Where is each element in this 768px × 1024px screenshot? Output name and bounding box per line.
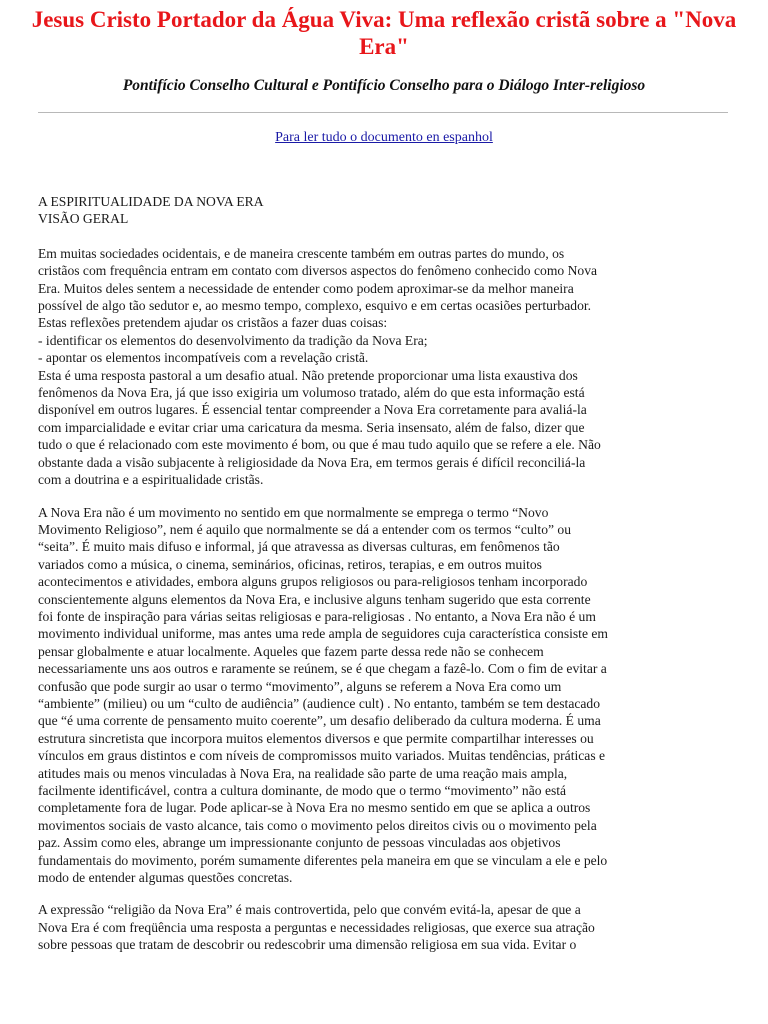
section-title: A ESPIRITUALIDADE DA NOVA ERA — [38, 194, 264, 209]
paragraph-line: movimento individual uniforme, mas antes uma rede ampla de seguidores cuja característica consiste em — [38, 626, 608, 642]
paragraph — [38, 901, 734, 953]
paragraph-line: Em muitas sociedades ocidentais, e de maneira crescente também em outras partes do mundo, os — [38, 245, 565, 261]
paragraph-line: atitudes mais ou menos vinculadas à Nova Era, na realidade são parte de uma reação mais ampla, — [38, 765, 568, 781]
paragraph-line: com a doutrina e a espiritualidade cristãs. — [38, 472, 264, 488]
paragraph-line: conscientemente alguns elementos da Nova Era, e inclusive alguns tenham sugerido que esta corrente — [38, 591, 591, 607]
document-body — [38, 193, 734, 969]
paragraph-line: estrutura sincretista que incorpora muitos elementos diversos e que permite compartilhar interesses ou — [38, 730, 594, 746]
paragraph-line: A Nova Era não é um movimento no sentido em que normalmente se emprega o termo “Novo — [38, 504, 549, 520]
paragraph-line: disponível em outros lugares. É essencial tentar compreender a Nova Era corretamente para avaliá-la — [38, 402, 587, 418]
paragraph-line: que “é uma corrente de pensamento muito coerente”, um desafio deliberado da cultura moderna. É uma — [38, 713, 601, 729]
spanish-document-link[interactable]: Para ler tudo o documento en espanhol — [275, 130, 493, 145]
paragraph-line: Era. Muitos deles sentem a necessidade de entender como podem aproximar-se da melhor maneira — [38, 280, 574, 296]
paragraph-line: modo de entender algumas questões concretas. — [38, 870, 293, 886]
paragraph-line: - identificar os elementos do desenvolvimento da tradição da Nova Era; — [38, 332, 428, 348]
link-container — [20, 128, 748, 147]
paragraph-line: sobre pessoas que tratam de descobrir ou redescobrir uma dimensão religiosa em sua vida. Evitar o — [38, 937, 577, 953]
paragraph-line: movimentos sociais de vasto alcance, tais como o movimento pelos direitos civis ou o movimento pela — [38, 817, 597, 833]
paragraph-line: A expressão “religião da Nova Era” é mais controvertida, pelo que convém evitá-la, apesar de que a — [38, 902, 581, 918]
document-title: Jesus Cristo Portador da Água Viva: Uma reflexão cristã sobre a "Nova Era" — [31, 7, 737, 59]
paragraph-line: cristãos com frequência entram em contato com diversos aspectos do fenômeno conhecido como Nova — [38, 263, 598, 279]
paragraph-line: Nova Era é com freqüência uma resposta a perguntas e necessidades religiosas, que exerce sua atração — [38, 919, 595, 935]
section-heading — [38, 193, 734, 228]
paragraph-line: - apontar os elementos incompatíveis com a revelação cristã. — [38, 350, 369, 366]
paragraph-line: facilmente identificável, contra a cultura dominante, de modo que o termo “movimento” não está — [38, 783, 567, 798]
paragraph-line: completamente fora de lugar. Pode aplicar-se à Nova Era no mesmo sentido em que se aplica a outros — [38, 800, 591, 816]
section-subtitle: VISÃO GERAL — [38, 211, 129, 227]
paragraph-line: obstante dada a visão subjacente à religiosidade da Nova Era, em termos gerais é difícil reconciliá-la — [38, 454, 586, 470]
paragraph-line: “seita”. É muito mais difuso e informal, já que atravessa as diversas culturas, em fenômenos tão — [38, 539, 560, 555]
paragraph-line: paz. Assim como eles, abrange um impressionante conjunto de pessoas vinculadas aos objetivos — [38, 835, 561, 851]
paragraph — [38, 245, 734, 489]
paragraph-line: Estas reflexões pretendem ajudar os cristãos a fazer duas coisas: — [38, 315, 388, 331]
paragraph-line: “ambiente” (milieu) ou um “culto de audiência” (audience cult) . No entanto, também se tem destacado — [38, 695, 601, 711]
paragraph-line: Movimento Religioso”, nem é aquilo que normalmente se dá a entender com os termos “culto” ou — [38, 521, 572, 537]
paragraph-line: tudo o que é relacionado com este movimento é bom, ou que é mau tudo aquilo que se refere a ele. Não — [38, 437, 601, 453]
paragraph-line: confusão que pode surgir ao usar o termo “movimento”, alguns se referem a Nova Era como um — [38, 678, 562, 694]
paragraph-line: variados como a música, o cinema, seminários, oficinas, retiros, terapias, e em outros muitos — [38, 556, 542, 572]
paragraph-line: acontecimentos e atividades, embora alguns grupos religiosos ou para-religiosos tenham incorporado — [38, 574, 588, 590]
paragraph-line: com imparcialidade e evitar criar uma caricatura da mesma. Seria insensato, além de falso, dizer que — [38, 419, 585, 435]
paragraph-line: foi fonte de inspiração para várias seitas religiosas e para-religiosas . No entanto, a Nova Era não é um — [38, 608, 596, 624]
document-subtitle: Pontifício Conselho Cultural e Pontifício Conselho para o Diálogo Inter-religioso — [122, 77, 646, 94]
paragraph-line: Esta é uma resposta pastoral a um desafio atual. Não pretende proporcionar uma lista exaustiva dos — [38, 367, 578, 383]
paragraph — [38, 504, 734, 887]
horizontal-divider — [38, 112, 728, 113]
paragraph-line: pensar globalmente e atuar localmente. Aqueles que fazem parte dessa rede não se conhecem — [38, 643, 544, 659]
paragraph-line: necessariamente uns aos outros e raramente se reúnem, se é que chegam a fazê-lo. Com o fim de evitar a — [38, 661, 607, 677]
paragraph-line: fundamentais do movimento, porém sumamente diferentes pela maneira em que se vinculam a ele e pelo — [38, 852, 608, 868]
paragraph-line: fenômenos da Nova Era, já que isso exigiria um volumoso tratado, além do que esta informação está — [38, 385, 585, 401]
paragraph-line: vínculos em graus distintos e com níveis de compromissos muito variados. Muitas tendências, práticas e — [38, 748, 606, 764]
paragraph-line: possível de algo tão sedutor e, ao mesmo tempo, complexo, esquivo e em certas ocasiões perturbador. — [38, 298, 592, 314]
